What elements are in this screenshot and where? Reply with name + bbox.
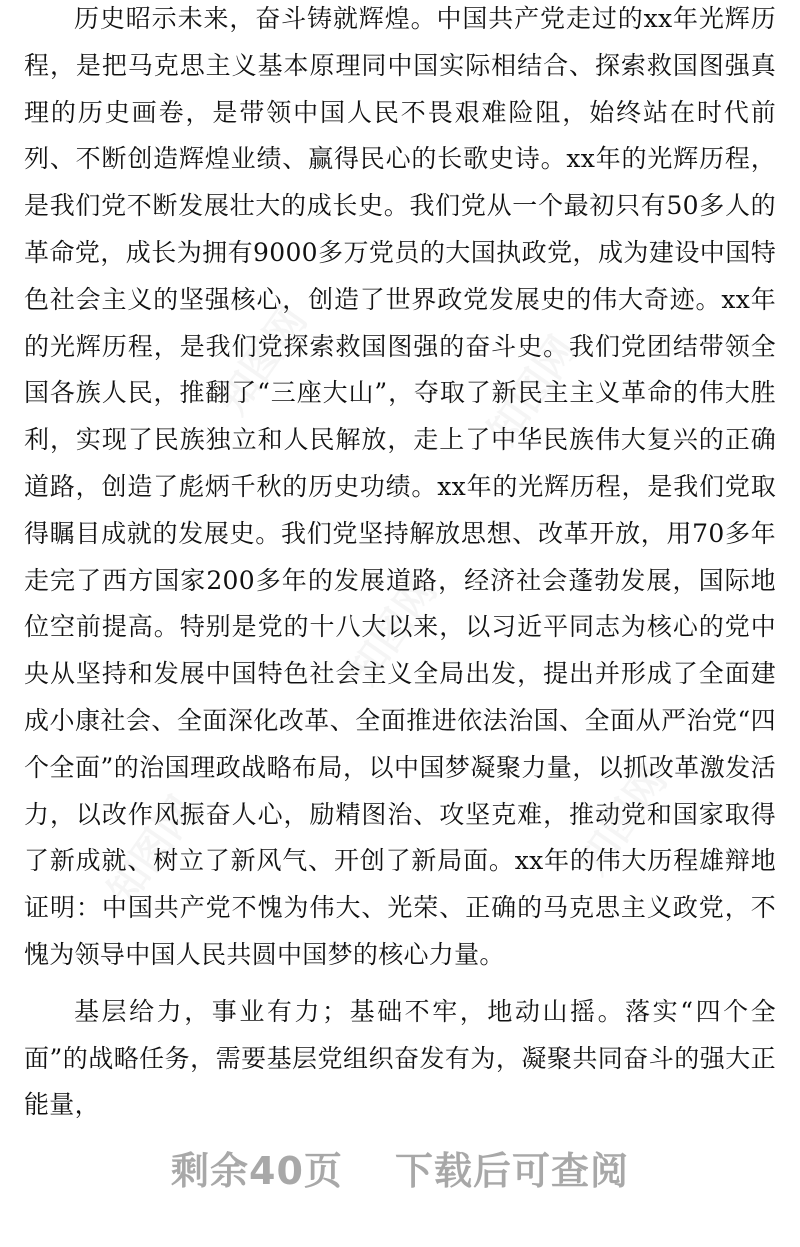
download-banner[interactable] xyxy=(0,1140,800,1195)
watermark: 知图网 xyxy=(209,298,317,423)
document-body xyxy=(24,0,776,1129)
watermark: 知图网 xyxy=(339,568,447,693)
remaining-pages-label: 剩余40页 xyxy=(171,1149,343,1193)
download-prompt-label: 下载后可查阅 xyxy=(394,1149,629,1193)
watermark: 知图网 xyxy=(479,328,587,453)
paragraph-2: 基层给力，事业有力；基础不牢，地动山摇。落实“四个全面”的战略任务，需要基层党组织奋发有为，凝聚共同奋斗的强大正能量， xyxy=(24,996,776,1120)
watermark: 知图网 xyxy=(569,758,677,883)
watermark: 知图网 xyxy=(99,788,207,913)
paragraph-1: 历史昭示未来，奋斗铸就辉煌。中国共产党走过的xx年光辉历程，是把马克思主义基本原理同中国实际相结合、探索救国图强真理的历史画卷，是带领中国人民不畏艰难险阻，始终站在时代前列、不断创造辉煌业绩、赢得民心的长歌史诗。xx年的光辉历程，是我们党不断发展壮大的成长史。我们党从一个最初只有50多人的革命党，成长为拥有9000多万党员的大国执政党，成为建设中国特色社会主义的坚强核心，创造了世界政党发展史的伟大奇迹。xx年的光辉历程，是我们党探索救国图强的奋斗史。我们党团结带领全国各族人民，推翻了“三座大山”，夺取了新民主主义革命的伟大胜利，实现了民族独立和人民解放，走上了中华民族伟大复兴的正确道路，创造了彪炳千秋的历史功绩。xx年的光辉历程，是我们党取得瞩目成就的发展史。我们党坚持解放思想、改革开放，用70多年走完了西方国家200多年的发展道路，经济社会蓬勃发展，国际地位空前提高。特别是党的十八大以来，以习近平同志为核心的党中央从坚持和发展中国特色社会主义全局出发，提出并形成了全面建成小康社会、全面深化改革、全面推进依法治国、全面从严治党“四个全面”的治国理政战略布局，以中国梦凝聚力量，以抓改革激发活力，以改作风振奋人心，励精图治、攻坚克难，推动党和国家取得了新成就、树立了新风气、开创了新局面。xx年的伟大历程雄辩地证明：中国共产党不愧为伟大、光荣、正确的马克思主义政党，不愧为领导中国人民共圆中国梦的核心力量。 xyxy=(24,4,776,969)
